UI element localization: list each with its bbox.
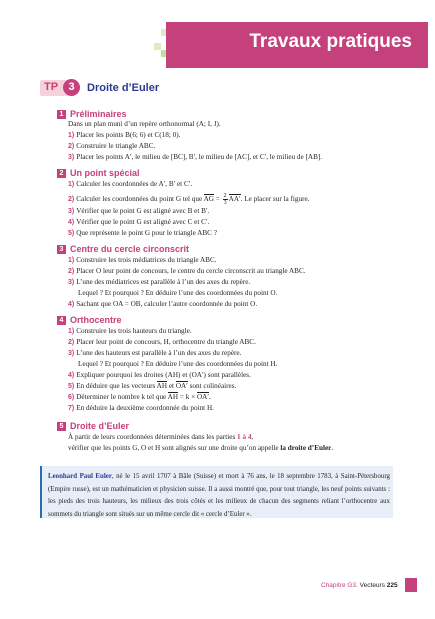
section-2-item: 1) Calculer les coordonnées de A′, B′ et C′.	[68, 180, 193, 188]
section-4-title: Orthocentre	[70, 315, 122, 325]
section-4-item: 7) En déduire la deuxième coordonnée du point H.	[68, 404, 214, 412]
page-footer: Chapitre G3. Vecteurs 225	[321, 582, 398, 589]
section-5-item: vérifier que les points G, O et H sont alignés sur une droite qu’on appelle la droite d’Euler.	[68, 444, 334, 452]
tp-number: 3	[63, 79, 80, 96]
section-3-item: 1) Construire les trois médiatrices du triangle ABC.	[68, 256, 217, 264]
section-1-intro: Dans un plan muni d’un repère orthonormal (A; I, J).	[68, 120, 221, 128]
section-1-item: 3) Placer les points A′, le milieu de [BC], B′, le milieu de [AC], et C′, le milieu de [AB].	[68, 153, 323, 161]
section-2-number: 2	[57, 169, 66, 178]
section-5-title: Droite d’Euler	[70, 421, 130, 431]
header-band	[166, 22, 428, 68]
section-4-item: 1) Construire les trois hauteurs du triangle.	[68, 327, 192, 335]
section-4-item: Lequel ? Et pourquoi ? En déduire l’une des coordonnées du point H.	[78, 360, 278, 368]
section-4-item: 3) L’une des hauteurs est parallèle à l’un des axes du repère.	[68, 349, 242, 357]
section-2-item: 4) Vérifier que le point G est aligné avec C et C′.	[68, 218, 210, 226]
section-1-title: Préliminaires	[70, 109, 127, 119]
section-5-item: À partir de leurs coordonnées déterminées dans les parties 1 à 4,	[68, 433, 254, 441]
euler-info-box	[40, 466, 393, 518]
footer-color-square	[405, 578, 417, 592]
page-title: Travaux pratiques	[249, 31, 412, 52]
section-1-item: 2) Construire le triangle ABC.	[68, 142, 156, 150]
section-1-number: 1	[57, 110, 66, 119]
section-4-item: 4) Expliquer pourquoi les droites (AH) et (OA′) sont parallèles.	[68, 371, 251, 379]
section-5-number: 5	[57, 422, 66, 431]
section-4-number: 4	[57, 316, 66, 325]
tp-label: TP	[44, 81, 59, 93]
section-2-item: 5) Que représente le point G pour le triangle ABC ?	[68, 229, 217, 237]
section-2-item: 3) Vérifier que le point G est aligné avec B et B′.	[68, 207, 210, 215]
section-3-item: 3) L’une des médiatrices est parallèle à l’un des axes du repère.	[68, 278, 251, 286]
section-3-title: Centre du cercle circonscrit	[70, 244, 190, 254]
section-4-item: 2) Placer leur point de concours, H, orthocentre du triangle ABC.	[68, 338, 256, 346]
section-4-item: 6) Déterminer le nombre k tel que AH = k × OA′.	[68, 393, 211, 401]
section-4-item: 5) En déduire que les vecteurs AH et OA′ sont colinéaires.	[68, 382, 237, 390]
section-3-item: 2) Placer O leur point de concours, le centre du cercle circonscrit au triangle ABC.	[68, 267, 306, 275]
euler-info-text: Leonhard Paul Euler, né le 15 avril 1707 à Bâle (Suisse) et mort à 76 ans, le 18 septembre 1783, à Saint-Pétersbourg (Empire russe), est un mathématicien et physicien suisse. Il a aussi montré que, pour tout triangle, les neuf points suivants : les pieds des trois hauteurs, les milieux des trois côtés et les milieux de chacun des segments reliant l’orthocentre aux sommets du triangle sont situés sur un même cercle dit « cercle d’Euler ».	[48, 473, 390, 518]
section-3-item: Lequel ? Et pourquoi ? En déduire l’une des coordonnées du point O.	[78, 289, 278, 297]
section-2-title: Un point spécial	[70, 168, 140, 178]
section-3-item: 4) Sachant que OA = OB, calculer l’autre coordonnée du point O.	[68, 300, 258, 308]
section-1-item: 1) Placer les points B(6; 6) et C(18; 0).	[68, 131, 181, 139]
section-2-item: 2) Calculer les coordonnées du point G tel que AG = $\frac{2}{3}AA'$. Le placer sur la figure.	[68, 193, 310, 206]
tp-title: Droite d’Euler	[87, 82, 160, 94]
section-3-number: 3	[57, 245, 66, 254]
